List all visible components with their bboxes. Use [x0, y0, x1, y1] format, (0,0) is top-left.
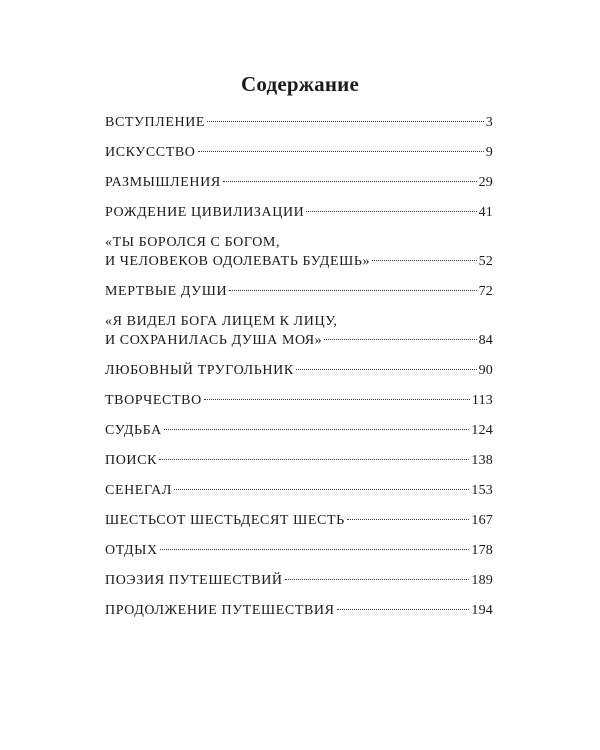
- toc-page-number: 9: [485, 145, 493, 160]
- toc-entry: [105, 601, 493, 620]
- toc-entry: [105, 203, 493, 222]
- toc-entry: [105, 282, 493, 301]
- toc-entry-line: [105, 421, 493, 440]
- toc-entry-title: ЛЮБОВНЫЙ ТРУГОЛЬНИК: [105, 363, 294, 378]
- dot-leader: [229, 290, 476, 291]
- toc-entry-title: ПОИСК: [105, 453, 158, 468]
- dot-leader: [372, 260, 477, 261]
- dot-leader: [164, 429, 470, 430]
- toc-entry-line: [105, 451, 493, 470]
- toc-entry-title: РАЗМЫШЛЕНИЯ: [105, 175, 221, 190]
- dot-leader: [324, 339, 476, 340]
- toc-entry: [105, 451, 493, 470]
- toc-entry-line: [105, 282, 493, 301]
- toc-entry-title: И СОХРАНИЛАСЬ ДУША МОЯ»: [105, 333, 323, 348]
- toc-entry-line: [105, 571, 493, 590]
- toc-entry: [105, 541, 493, 560]
- toc-page-number: 72: [478, 284, 493, 299]
- toc-entry-title: СУДЬБА: [105, 423, 162, 438]
- toc-page-number: 194: [471, 603, 493, 618]
- toc-entry-line: [105, 203, 493, 222]
- toc-entry-line: [105, 541, 493, 560]
- dot-leader: [337, 609, 470, 610]
- dot-leader: [207, 121, 484, 122]
- toc-page-number: 3: [485, 115, 493, 130]
- toc-entry: [105, 361, 493, 380]
- toc-entry: [105, 143, 493, 162]
- toc-entry-line: [105, 601, 493, 620]
- toc-entry-title: ШЕСТЬСОТ ШЕСТЬДЕСЯТ ШЕСТЬ: [105, 513, 345, 528]
- toc-page-number: 124: [471, 423, 493, 438]
- toc-entry-title: СЕНЕГАЛ: [105, 483, 172, 498]
- page-title: Содержание: [241, 72, 359, 96]
- toc-entry-title: РОЖДЕНИЕ ЦИВИЛИЗАЦИИ: [105, 205, 305, 220]
- dot-leader: [347, 519, 470, 520]
- toc-entry: [105, 481, 493, 500]
- toc-entry-line: [105, 173, 493, 192]
- toc-entry-line: [105, 252, 493, 271]
- toc-entry-line: [105, 143, 493, 162]
- toc-entry-title: ПРОДОЛЖЕНИЕ ПУТЕШЕСТВИЯ: [105, 603, 335, 618]
- toc-page-number: 41: [478, 205, 493, 220]
- dot-leader: [198, 151, 484, 152]
- toc-entry: [105, 511, 493, 530]
- dot-leader: [223, 181, 477, 182]
- toc-page-number: 113: [471, 393, 493, 408]
- toc-entry-title-line: «Я ВИДЕЛ БОГА ЛИЦЕМ К ЛИЦУ,: [105, 314, 338, 329]
- toc-entry: [105, 233, 493, 271]
- dot-leader: [296, 369, 477, 370]
- toc-entry: [105, 571, 493, 590]
- toc-entry-line: [105, 481, 493, 500]
- dot-leader: [159, 459, 469, 460]
- toc-page-number: 167: [471, 513, 493, 528]
- toc-entry: [105, 312, 493, 350]
- toc-page-number: 29: [478, 175, 493, 190]
- toc-list: [105, 113, 493, 631]
- toc-entry-title: ОТДЫХ: [105, 543, 158, 558]
- toc-page-number: 84: [478, 333, 493, 348]
- toc-entry-title-line: «ТЫ БОРОЛСЯ С БОГОМ,: [105, 235, 281, 250]
- dot-leader: [306, 211, 476, 212]
- dot-leader: [174, 489, 469, 490]
- toc-entry-line: [105, 331, 493, 350]
- toc-entry-title: ИСКУССТВО: [105, 145, 196, 160]
- toc-entry-title: ТВОРЧЕСТВО: [105, 393, 202, 408]
- toc-page-number: 138: [471, 453, 493, 468]
- toc-entry-title: МЕРТВЫЕ ДУШИ: [105, 284, 228, 299]
- toc-entry: [105, 391, 493, 410]
- toc-entry-line: [105, 113, 493, 132]
- toc-entry: [105, 113, 493, 132]
- dot-leader: [160, 549, 470, 550]
- toc-page-number: 153: [471, 483, 493, 498]
- toc-page-number: 52: [478, 254, 493, 269]
- toc-page-number: 189: [471, 573, 493, 588]
- toc-entry: [105, 421, 493, 440]
- toc-entry-title: И ЧЕЛОВЕКОВ ОДОЛЕВАТЬ БУДЕШЬ»: [105, 254, 371, 269]
- toc-page-number: 178: [471, 543, 493, 558]
- toc-entry: [105, 173, 493, 192]
- toc-entry-title: ВСТУПЛЕНИЕ: [105, 115, 206, 130]
- toc-page-number: 90: [478, 363, 493, 378]
- toc-entry-line: [105, 361, 493, 380]
- dot-leader: [285, 579, 470, 580]
- dot-leader: [204, 399, 470, 400]
- toc-entry-line: [105, 391, 493, 410]
- toc-entry-title: ПОЭЗИЯ ПУТЕШЕСТВИЙ: [105, 573, 283, 588]
- toc-entry-line: [105, 511, 493, 530]
